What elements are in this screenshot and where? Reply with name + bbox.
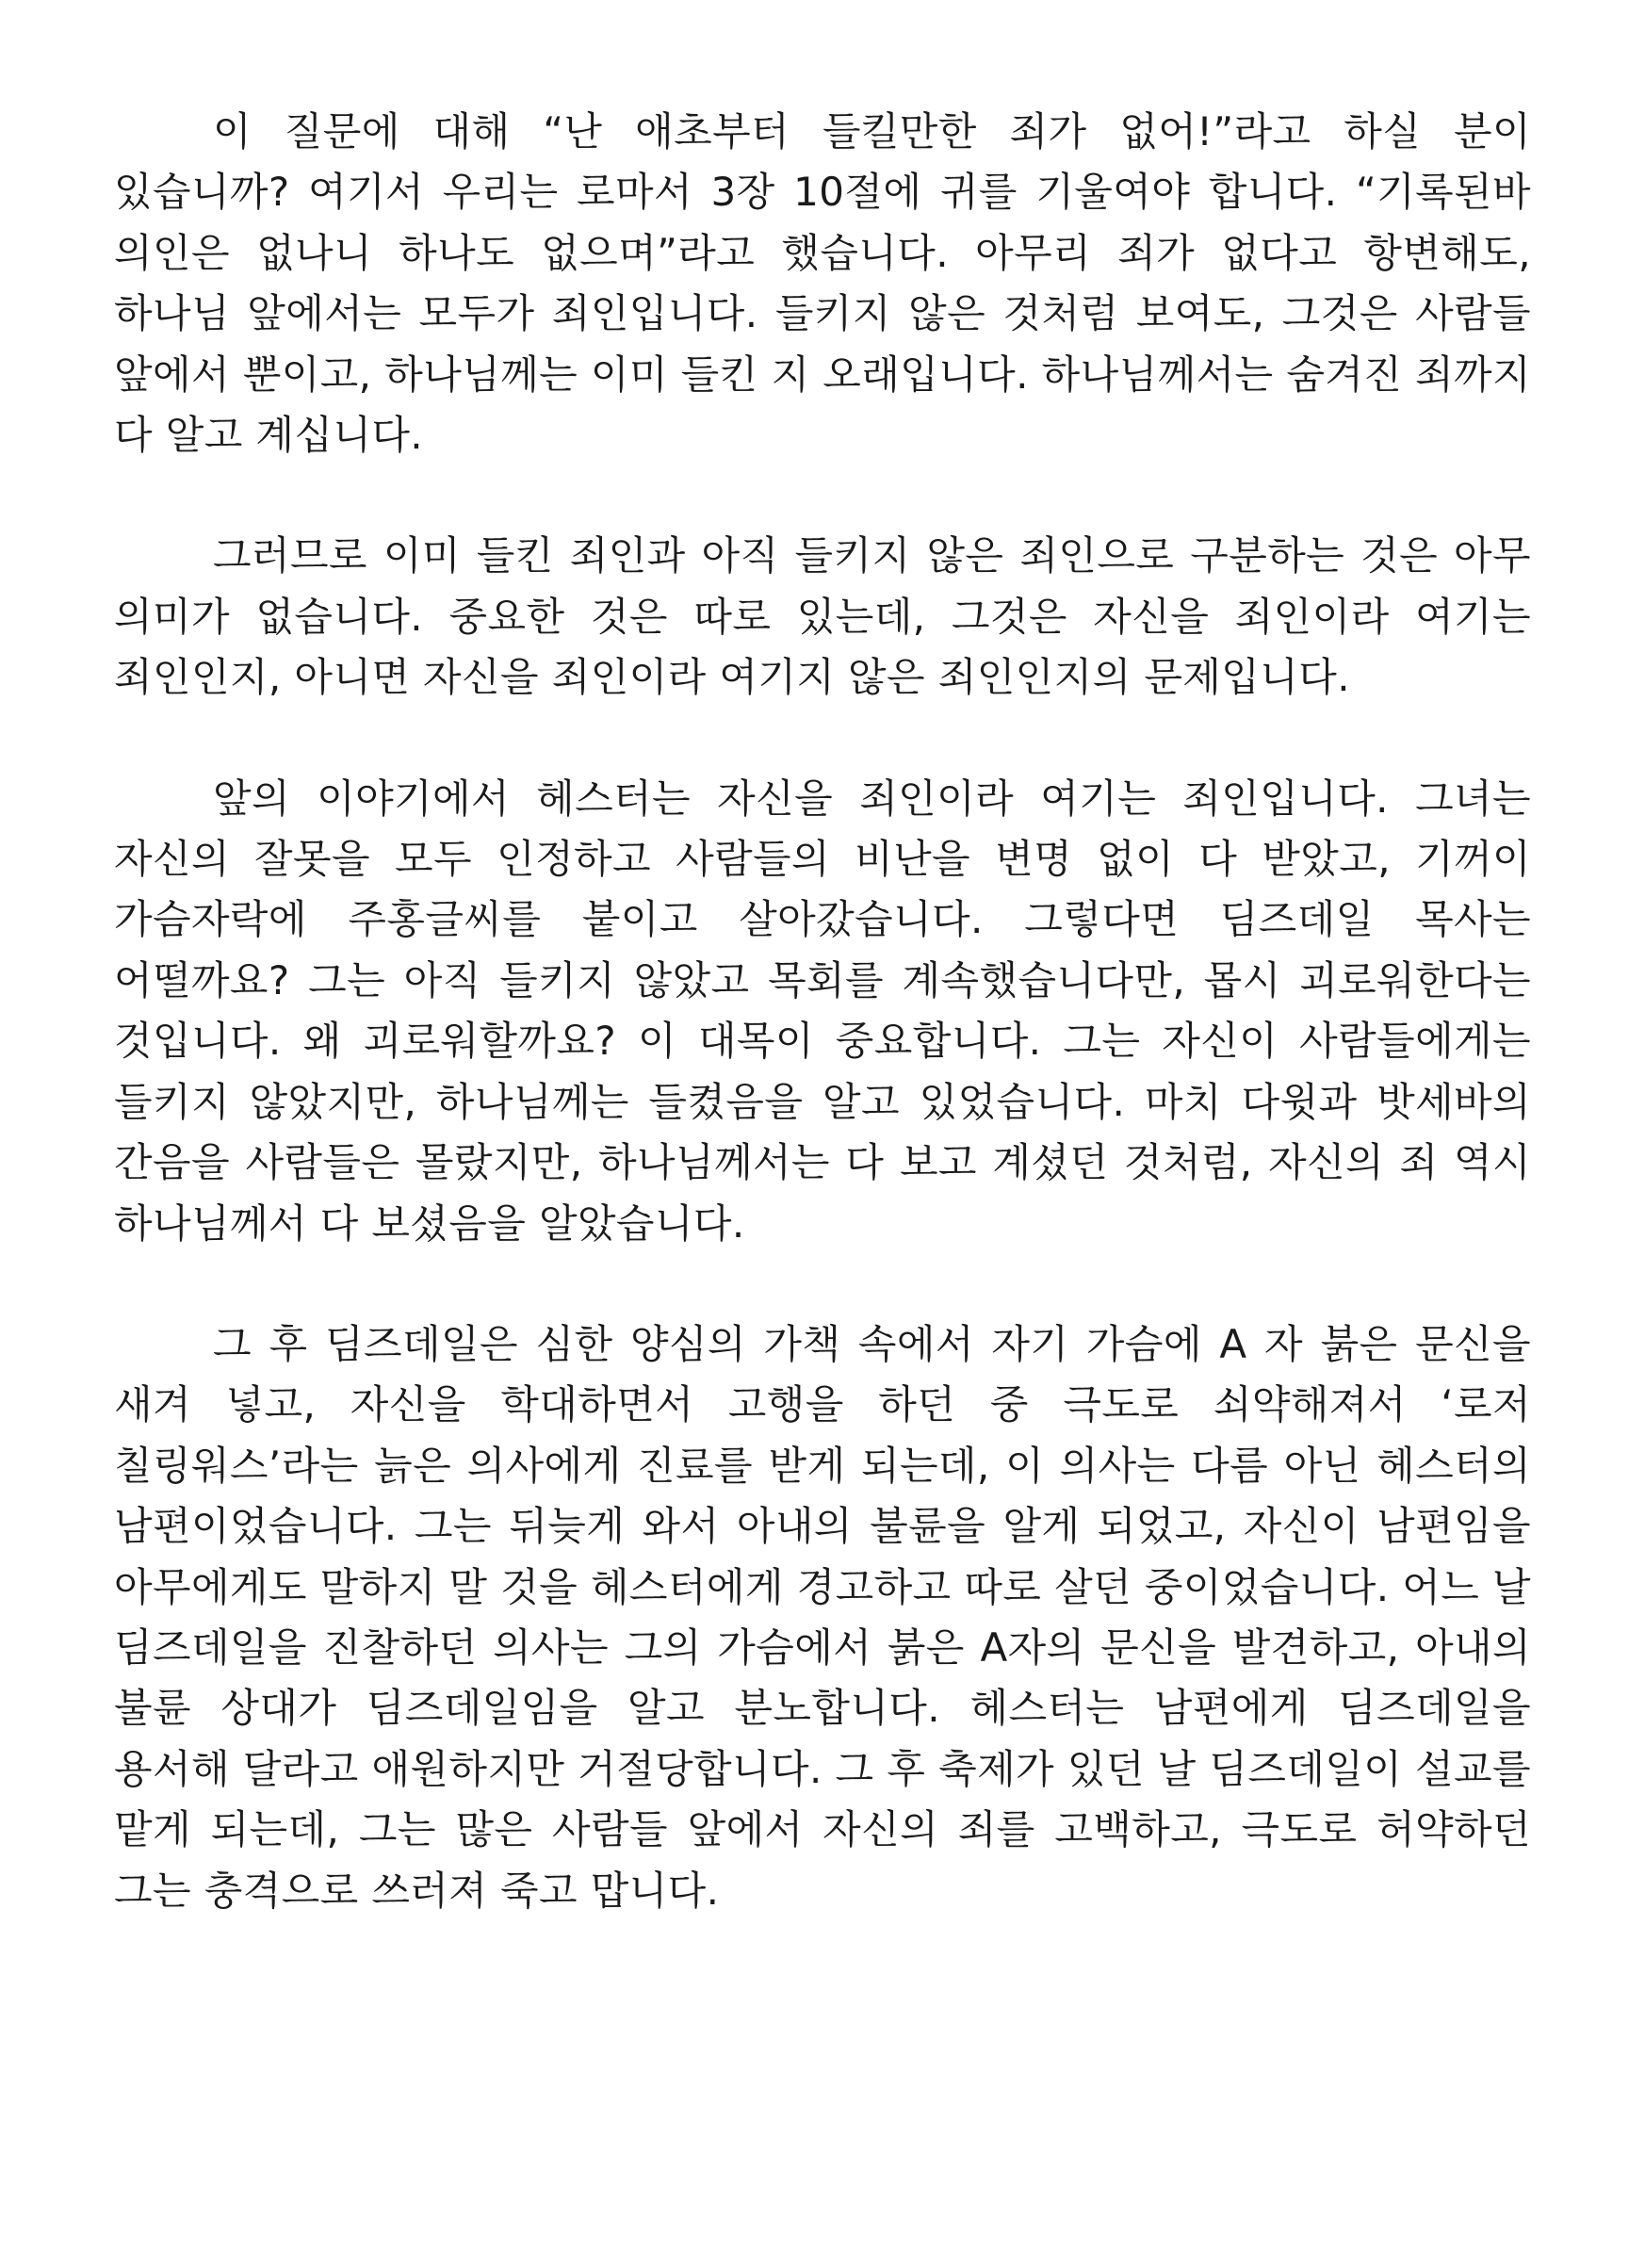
paragraph-1: 이 질문에 대해 “난 애초부터 들킬만한 죄가 없어!”라고 하실 분이 있습니까? 여기서 우리는 로마서 3장 10절에 귀를 기울여야 합니다. “기록된바 의인은 없나니 하나도 없으며”라고 했습니다. 아무리 죄가 없다고 항변해도, 하나님 앞에서는 모두가 죄인입니다. 들키지 않은 것처럼 보여도, 그것은 사람들 앞에서 뿐이고, 하나님께는 이미 들킨 지 오래입니다. 하나님께서는 숨겨진 죄까지 다 알고 계십니다. xyxy=(114,108,1531,459)
paragraph-3: 앞의 이야기에서 헤스터는 자신을 죄인이라 여기는 죄인입니다. 그녀는 자신의 잘못을 모두 인정하고 사람들의 비난을 변명 없이 다 받았고, 기꺼이 가슴자락에 주홍글씨를 붙이고 살아갔습니다. 그렇다면 딤즈데일 목사는 어떨까요? 그는 아직 들키지 않았고 목회를 계속했습니다만, 몹시 괴로워한다는 것입니다. 왜 괴로워할까요? 이 대목이 중요합니다. 그는 자신이 사람들에게는 들키지 않았지만, 하나님께는 들켰음을 알고 있었습니다. 마치 다윗과 밧세바의 간음을 사람들은 몰랐지만, 하나님께서는 다 보고 계셨던 것처럼, 자신의 죄 역시 하나님께서 다 보셨음을 알았습니다. xyxy=(114,775,1531,1247)
paragraph-4: 그 후 딤즈데일은 심한 양심의 가책 속에서 자기 가슴에 A 자 붉은 문신을 새겨 넣고, 자신을 학대하면서 고행을 하던 중 극도로 쇠약해져서 ‘로저 칠링워스’라는 늙은 의사에게 진료를 받게 되는데, 이 의사는 다름 아닌 헤스터의 남편이었습니다. 그는 뒤늦게 와서 아내의 불륜을 알게 되었고, 자신이 남편임을 아무에게도 말하지 말 것을 헤스터에게 경고하고 따로 살던 중이었습니다. 어느 날 딤즈데일을 진찰하던 의사는 그의 가슴에서 붉은 A자의 문신을 발견하고, 아내의 불륜 상대가 딤즈데일임을 알고 분노합니다. 헤스터는 남편에게 딤즈데일을 용서해 달라고 애원하지만 거절당합니다. 그 후 축제가 있던 날 딤즈데일이 설교를 맡게 되는데, 그는 많은 사람들 앞에서 자신의 죄를 고백하고, 극도로 허약하던 그는 충격으로 쓰러져 죽고 맙니다. xyxy=(114,1320,1531,1914)
document-page xyxy=(114,102,1531,1921)
paragraph-2: 그러므로 이미 들킨 죄인과 아직 들키지 않은 죄인으로 구분하는 것은 아무 의미가 없습니다. 중요한 것은 따로 있는데, 그것은 자신을 죄인이라 여기는 죄인인지, 아니면 자신을 죄인이라 여기지 않은 죄인인지의 문제입니다. xyxy=(114,532,1531,701)
